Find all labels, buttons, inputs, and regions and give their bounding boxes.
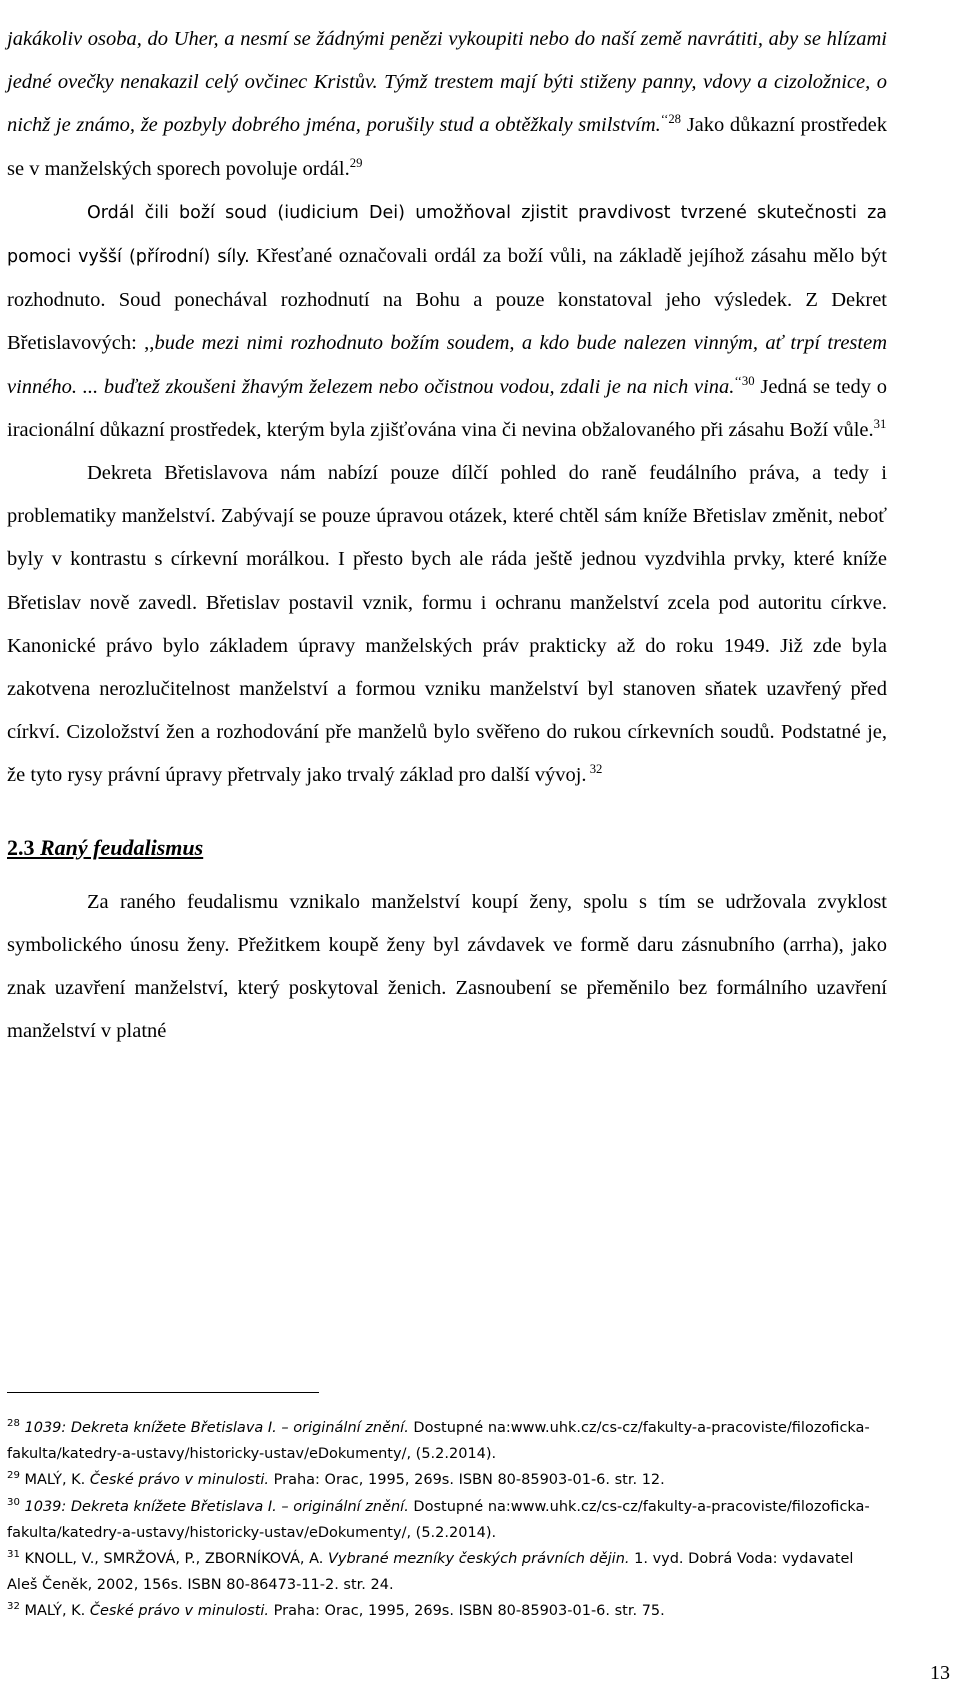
paragraph-4 <box>7 881 887 1054</box>
paragraph-3 <box>7 452 887 798</box>
paragraph-2 <box>7 191 887 452</box>
footnote-title: Vybrané mezníky českých právních dějin. <box>327 1551 630 1568</box>
footnote-title: 1039: Dekreta knížete Břetislava I. – originální znění. <box>24 1498 409 1515</box>
footnote-text: 1. vyd. Dobrá Voda: vydavatel Aleš Čeněk, 2002, 156s. ISBN 80-86473-11-2. str. 24. <box>7 1551 854 1594</box>
footnote-text: Praha: Orac, 1995, 269s. ISBN 80-85903-01-6. str. 12. <box>269 1472 665 1489</box>
footnote-author: KNOLL, V., SMRŽOVÁ, P., ZBORNÍKOVÁ, A. <box>24 1551 328 1568</box>
page-number: 13 <box>930 1662 950 1684</box>
footnote-number: 31 <box>7 1549 20 1561</box>
paragraph-text: Ordál čili boží soud (iudicium Dei) umožňoval zjistit pravdivost tvrzené skutečnosti za pomoci vyšší (přírodní) síly. <box>7 202 887 268</box>
section-heading <box>7 798 887 881</box>
paragraph-text: Křesťané označovali ordál za boží vůli, na základě jejíhož zásahu mělo být rozhodnuto. Soud ponechával rozhodnutí na Bohu a pouze konstatoval jeho výsledek. Z Dekret Břetislavových: ,, <box>7 245 887 355</box>
footnote-text: Dostupné na:www.uhk.cz/cs-cz/fakulty-a-pracoviste/filozoficka-fakulta/katedry-a-ustavy/historicky-ustav/eDokumenty/, (5.2.2014). <box>7 1420 870 1463</box>
footnote-29 <box>7 1467 882 1493</box>
footnote-author: MALÝ, K. <box>24 1472 90 1489</box>
footnote-32 <box>7 1598 882 1624</box>
closing-quote: ‘‘ <box>734 373 742 388</box>
paragraph-text: Jako důkazní prostředek se v manželských sporech povoluje ordál. <box>7 114 887 180</box>
footnote-ref-30[interactable]: 30 <box>741 373 755 388</box>
footnote-number: 30 <box>7 1496 20 1508</box>
footnote-separator <box>7 1392 319 1393</box>
section-title: Raný feudalismus <box>34 834 204 860</box>
footnote-text: Praha: Orac, 1995, 269s. ISBN 80-85903-01-6. str. 75. <box>269 1603 665 1620</box>
footnote-number: 29 <box>7 1470 20 1482</box>
closing-quote: ‘‘ <box>660 112 669 127</box>
footnote-31 <box>7 1546 882 1598</box>
paragraph-text: Za raného feudalismu vznikalo manželství koupí ženy, spolu s tím se udržovala zvyklost symbolického únosu ženy. Přežitkem koupě ženy byl závdavek ve formě daru zásnubního (arrha), jako znak uzavření manželství, který poskytoval ženich. Zasnoubení se přeměnilo bez formálního uzavření manželství v platné <box>7 890 887 1043</box>
footnote-title: České právo v minulosti. <box>89 1603 270 1620</box>
paragraph-text: Dekreta Břetislavova nám nabízí pouze dílčí pohled do raně feudálního práva, a tedy i problematiky manželství. Zabývají se pouze úpravou otázek, které chtěl sám kníže Břetislav změnit, neboť byly v kontrastu s církevní morálkou. I přesto bych ale ráda ještě jednou vyzdvihla prvky, které kníže Břetislav nově zavedl. Břetislav postavil vznik, formu i ochranu manželství zcela pod autoritu církve. Kanonické právo bylo základem úpravy manželských práv prakticky až do roku 1949. Již zde byla zakotvena nerozlučitelnost manželství a formou vzniku manželství byl stanoven sňatek uzavřený před církví. Cizoložství žen a rozhodování pře manželů bylo svěřeno do rukou církevních soudů. Podstatné je, že tyto rysy právní úpravy přetrvaly jako trvalý základ pro další vývoj. <box>7 462 887 787</box>
footnote-author: MALÝ, K. <box>24 1603 90 1620</box>
footnote-text: Dostupné na:www.uhk.cz/cs-cz/fakulty-a-pracoviste/filozoficka-fakulta/katedry-a-ustavy/historicky-ustav/eDokumenty/, (5.2.2014). <box>7 1498 870 1541</box>
footnote-ref-31[interactable]: 31 <box>873 417 887 431</box>
footnote-ref-32[interactable]: 32 <box>586 762 603 777</box>
paragraph-1 <box>7 18 887 191</box>
footnote-title: 1039: Dekreta knížete Břetislava I. – originální znění. <box>24 1420 409 1436</box>
quoted-decree-text: bude mezi nimi rozhodnuto božím soudem, a kdo bude nalezen vinným, ať trpí trestem vinného. ... buďtež zkoušeni žhavým železem nebo očistnou vodou, zdali je na nich vina. <box>7 332 887 398</box>
footnotes <box>7 1415 882 1625</box>
paragraph-text: Jedná se tedy o iracionální důkazní prostředek, kterým byla zjišťována vina či nevina obžalovaného při zásahu Boží vůle. <box>7 375 887 441</box>
footnote-number: 32 <box>7 1601 20 1613</box>
body-text <box>7 18 887 1053</box>
footnote-28 <box>7 1415 882 1467</box>
footnote-number: 28 <box>7 1418 20 1430</box>
quoted-decree-text: jakákoliv osoba, do Uher, a nesmí se žádnými penězi vykoupiti nebo do naší země navrátiti, aby se hlízami jedné ovečky nenakazil celý ovčinec Kristův. Týmž trestem mají býti stiženy panny, vdovy a cizoložnice, o nichž je známo, že pozbyly dobrého jména, porušily stud a obtěžkaly smilstvím. <box>7 28 887 137</box>
footnote-ref-29[interactable]: 29 <box>349 155 363 170</box>
footnote-ref-28[interactable]: 28 <box>668 112 682 127</box>
footnote-title: České právo v minulosti. <box>89 1472 270 1489</box>
footnote-30 <box>7 1494 882 1546</box>
section-number: 2.3 <box>7 834 35 860</box>
